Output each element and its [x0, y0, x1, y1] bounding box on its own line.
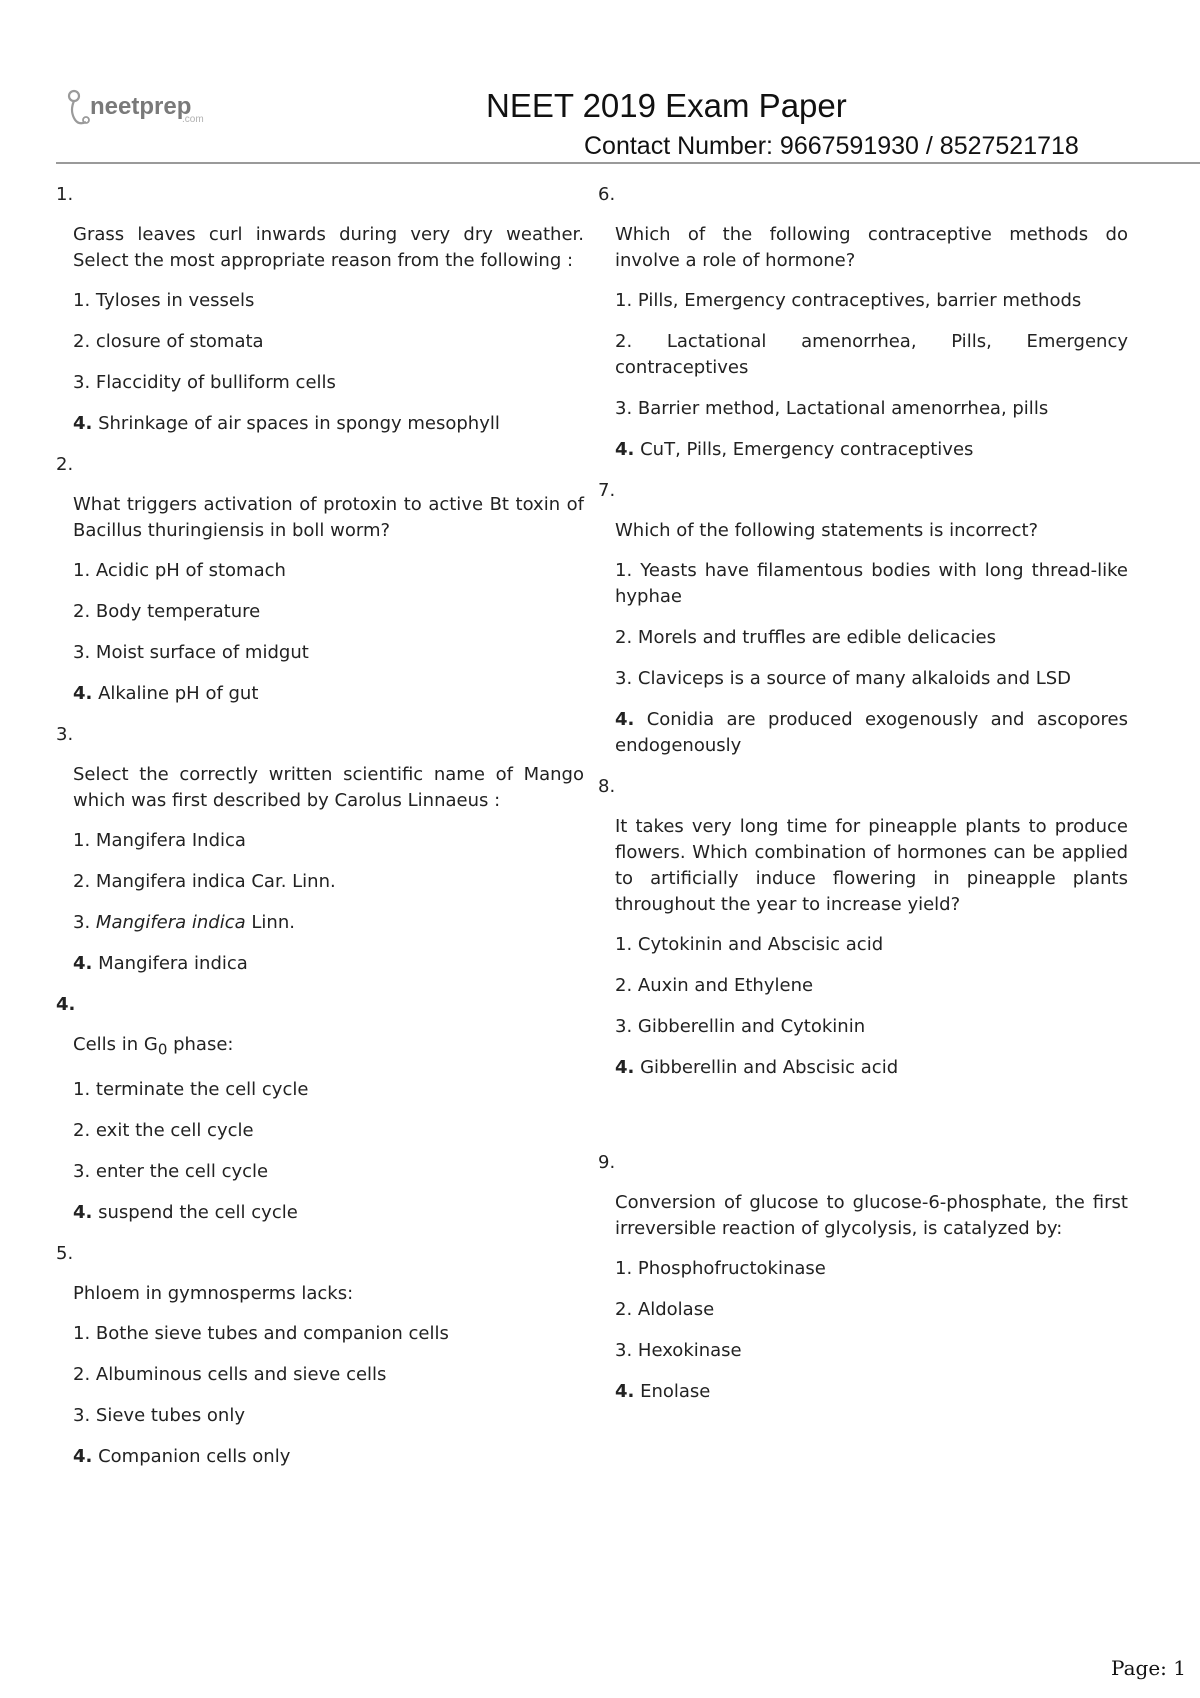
option-text: exit the cell cycle	[90, 1119, 254, 1141]
option-number: 3.	[73, 1160, 91, 1182]
question-2	[56, 452, 584, 707]
option-number: 3.	[73, 372, 91, 393]
option-4	[73, 411, 584, 437]
option-text: Bothe sieve tubes and companion cells	[90, 1322, 449, 1344]
option-number: 3.	[615, 668, 633, 689]
option-number: 2.	[615, 975, 633, 996]
question-number: 2.	[56, 454, 74, 475]
option-2	[73, 1118, 584, 1144]
question-number: 9.	[598, 1152, 616, 1173]
option-4	[615, 437, 1128, 463]
option-text: Lactational amenorrhea, Pills, Emergency contraceptives	[615, 331, 1128, 378]
question-text: Select the correctly written scientific name of Mango which was first described by Carolus Linnaeus :	[73, 764, 584, 811]
option-4	[73, 1200, 584, 1226]
option-text: Morels and truffles are edible delicacies	[632, 627, 996, 648]
option-1	[615, 288, 1128, 314]
option-text: Alkaline pH of gut	[92, 683, 259, 704]
question-text: Which of the following contraceptive methods do involve a role of hormone?	[615, 224, 1128, 271]
question-5	[56, 1241, 584, 1470]
option-2	[615, 973, 1128, 999]
spacer	[598, 1096, 1128, 1150]
option-number: 4.	[615, 1381, 635, 1402]
option-text: Companion cells only	[92, 1445, 291, 1467]
question-4	[56, 992, 584, 1226]
option-text: Enolase	[634, 1381, 711, 1402]
option-text: Gibberellin and Abscisic acid	[634, 1057, 899, 1078]
option-1	[73, 828, 584, 854]
option-number: 1.	[615, 1258, 633, 1279]
option-text: Flaccidity of bulliform cells	[90, 372, 336, 393]
option-4	[615, 707, 1128, 759]
option-text: Gibberellin and Cytokinin	[632, 1016, 866, 1037]
option-number: 1.	[615, 560, 633, 581]
option-number: 3.	[615, 1016, 633, 1037]
option-3	[615, 1014, 1128, 1040]
option-4	[73, 1444, 584, 1470]
option-3	[73, 640, 584, 666]
page-title: NEET 2019 Exam Paper	[486, 87, 847, 124]
subscript: 0	[157, 1040, 168, 1059]
option-1	[615, 932, 1128, 958]
option-number: 2.	[73, 1363, 91, 1385]
option-text: Pills, Emergency contraceptives, barrier methods	[632, 290, 1082, 311]
option-number: 3.	[73, 642, 91, 663]
option-number: 4.	[73, 683, 93, 704]
right-column	[598, 182, 1128, 1420]
logo-mark	[64, 86, 224, 132]
option-number: 2.	[73, 1119, 91, 1141]
option-number: 1.	[73, 560, 91, 581]
option-text: Cytokinin and Abscisic acid	[632, 934, 884, 955]
question-number: 4.	[56, 994, 76, 1015]
option-text: Acidic pH of stomach	[90, 560, 286, 581]
option-text: Barrier method, Lactational amenorrhea, pills	[632, 398, 1049, 419]
option-text: Aldolase	[632, 1299, 715, 1320]
option-number: 4.	[73, 413, 93, 434]
option-3	[73, 1403, 584, 1429]
option-4	[615, 1379, 1128, 1405]
option-number: 1.	[615, 290, 633, 311]
question-text	[73, 1032, 584, 1063]
option-4	[615, 1055, 1128, 1081]
option-text: Body temperature	[90, 601, 261, 622]
question-number: 3.	[56, 724, 74, 745]
question-1	[56, 182, 584, 437]
option-text: Tyloses in vessels	[90, 290, 255, 311]
question-6	[598, 182, 1128, 463]
option-text: Mangifera indica Car. Linn.	[90, 871, 336, 892]
left-column	[56, 182, 584, 1485]
option-number: 1.	[73, 830, 91, 851]
option-number: 2.	[73, 601, 91, 622]
option-number: 1.	[615, 934, 633, 955]
option-1	[73, 558, 584, 584]
question-8	[598, 774, 1128, 1081]
option-number: 3.	[73, 1404, 91, 1426]
option-text: Hexokinase	[632, 1340, 742, 1361]
question-7	[598, 478, 1128, 759]
stem-text-after: phase:	[167, 1034, 234, 1055]
option-4	[73, 951, 584, 977]
option-1	[73, 288, 584, 314]
option-number: 4.	[73, 1445, 93, 1467]
option-3	[73, 370, 584, 396]
option-text: Albuminous cells and sieve cells	[90, 1363, 387, 1385]
option-number: 2.	[615, 331, 633, 352]
option-3	[615, 396, 1128, 422]
question-number: 1.	[56, 184, 74, 205]
option-text: closure of stomata	[90, 331, 264, 352]
question-number: 6.	[598, 184, 616, 205]
option-number: 2.	[615, 1299, 633, 1320]
question-text: It takes very long time for pineapple plants to produce flowers. Which combination of hormones can be applied to artificially induce flowering in pineapple plants throughout the year to increase yield?	[615, 816, 1128, 915]
option-text: Sieve tubes only	[90, 1404, 245, 1426]
logo-domain: .com	[182, 114, 204, 125]
option-3	[73, 910, 584, 936]
option-text: Auxin and Ethylene	[632, 975, 814, 996]
question-number: 5.	[56, 1242, 74, 1264]
option-2	[615, 329, 1128, 381]
question-text: Conversion of glucose to glucose-6-phosphate, the first irreversible reaction of glycolysis, is catalyzed by:	[615, 1192, 1128, 1239]
option-text: Shrinkage of air spaces in spongy mesophyll	[92, 413, 500, 434]
option-3	[73, 1159, 584, 1185]
option-1	[73, 1321, 584, 1347]
option-number: 4.	[615, 709, 635, 730]
option-text: CuT, Pills, Emergency contraceptives	[634, 439, 974, 460]
option-text: Mangifera Indica	[90, 830, 246, 851]
option-number: 4.	[73, 1201, 93, 1223]
option-1	[73, 1077, 584, 1103]
header-divider	[56, 162, 1200, 164]
option-number: 2.	[73, 331, 91, 352]
question-3	[56, 722, 584, 977]
question-text: Grass leaves curl inwards during very dry weather. Select the most appropriate reason from the following :	[73, 224, 584, 271]
option-text: enter the cell cycle	[90, 1160, 269, 1182]
option-2	[615, 625, 1128, 651]
option-number: 1.	[73, 1078, 91, 1100]
option-text: Claviceps is a source of many alkaloids and LSD	[632, 668, 1072, 689]
option-text: suspend the cell cycle	[92, 1201, 298, 1223]
question-text: Phloem in gymnosperms lacks:	[73, 1282, 354, 1304]
question-number: 7.	[598, 480, 616, 501]
option-text: Yeasts have filamentous bodies with long thread-like hyphae	[615, 560, 1128, 607]
scientific-name: Mangifera indica	[95, 912, 246, 933]
option-text: Linn.	[245, 912, 295, 933]
option-number: 3.	[615, 398, 633, 419]
option-2	[73, 599, 584, 625]
option-1	[615, 558, 1128, 610]
option-number: 4.	[615, 1057, 635, 1078]
option-number: 4.	[615, 439, 635, 460]
option-3	[615, 666, 1128, 692]
option-number: 2.	[615, 627, 633, 648]
neetprep-logo	[64, 86, 224, 132]
option-number: 1.	[73, 290, 91, 311]
option-2	[73, 1362, 584, 1388]
option-text: terminate the cell cycle	[90, 1078, 309, 1100]
page-number: Page: 1	[1111, 1656, 1186, 1680]
option-text: Moist surface of midgut	[90, 642, 309, 663]
option-1	[615, 1256, 1128, 1282]
question-text: Which of the following statements is incorrect?	[615, 520, 1039, 541]
option-2	[615, 1297, 1128, 1323]
option-text: Phosphofructokinase	[632, 1258, 826, 1279]
option-3	[615, 1338, 1128, 1364]
question-number: 8.	[598, 776, 616, 797]
question-9	[598, 1150, 1128, 1405]
option-number: 1.	[73, 1322, 91, 1344]
question-text: What triggers activation of protoxin to active Bt toxin of Bacillus thuringiensis in boll worm?	[73, 494, 584, 541]
option-number: 3.	[615, 1340, 633, 1361]
stem-text: Cells in G	[73, 1034, 158, 1055]
contact-number: Contact Number: 9667591930 / 8527521718	[584, 132, 1079, 160]
option-number: 2.	[73, 871, 91, 892]
logo-wordmark: neetprep	[90, 93, 192, 120]
option-number: 4.	[73, 953, 93, 974]
option-number: 3.	[73, 912, 91, 933]
option-text: Conidia are produced exogenously and ascopores endogenously	[615, 709, 1128, 756]
option-2	[73, 329, 584, 355]
option-2	[73, 869, 584, 895]
option-text: Mangifera indica	[92, 953, 248, 974]
option-4	[73, 681, 584, 707]
